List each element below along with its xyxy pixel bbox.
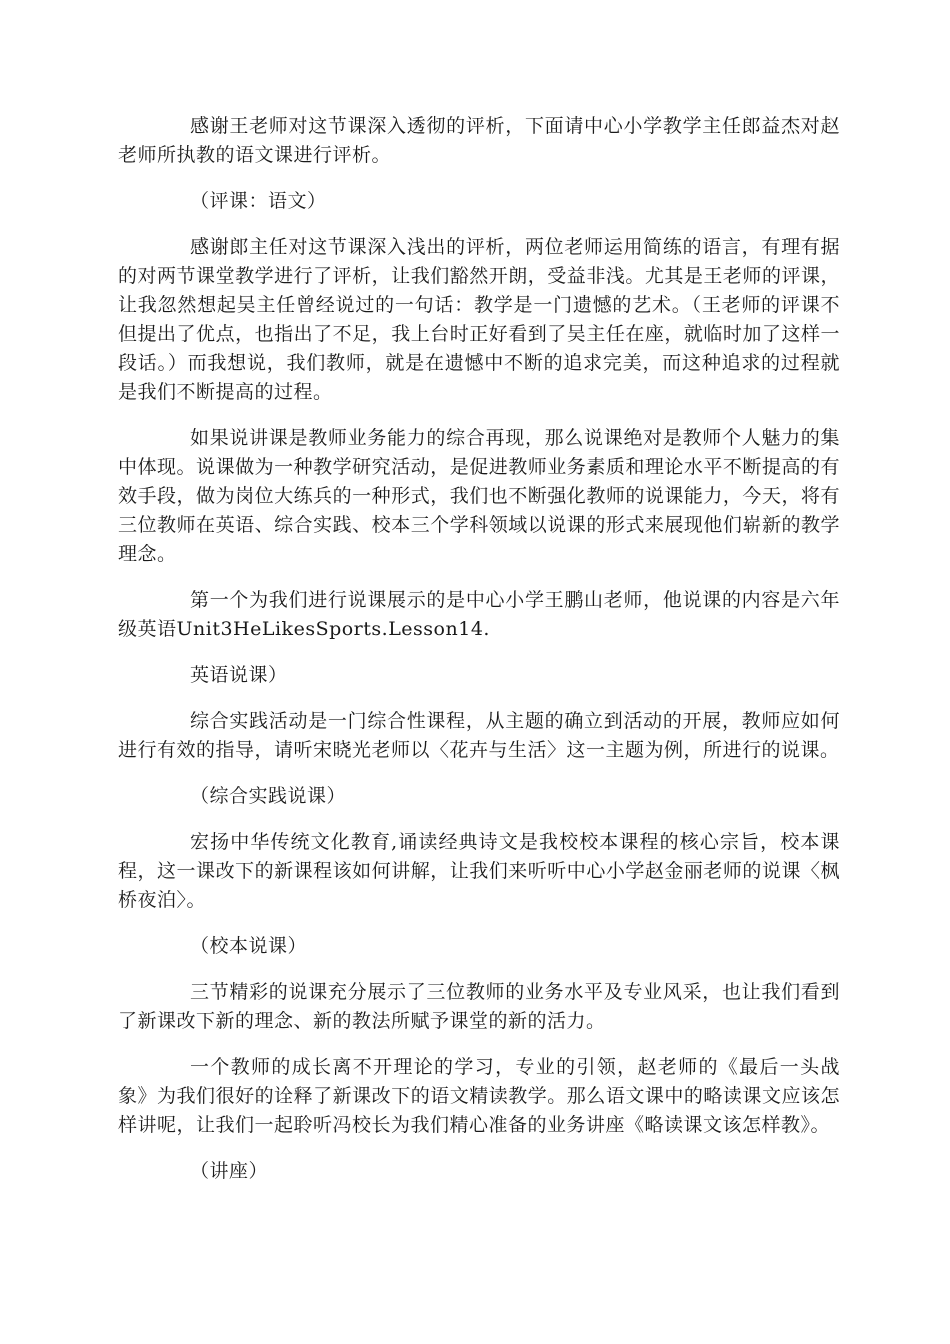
- paragraph-2-heading: （评课：语文）: [190, 190, 327, 212]
- paragraph-6-heading: 英语说课）: [190, 664, 288, 686]
- paragraph-1: 感谢王老师对这节课深入透彻的评析，下面请中心小学教学主任郎益杰对赵老师所执教的语文课进行评析。: [118, 115, 840, 166]
- paragraph-4: 如果说讲课是教师业务能力的综合再现，那么说课绝对是教师个人魅力的集中体现。说课做为一种教学研究活动，是促进教师业务素质和理论水平不断提高的有效手段，做为岗位大练兵的一种形式，我们也不断强化教师的说课能力，今天，将有三位教师在英语、综合实践、校本三个学科领域以说课的形式来展现他们崭新的教学理念。: [118, 427, 840, 565]
- paragraph-11: 三节精彩的说课充分展示了三位教师的业务水平及专业风采，也让我们看到了新课改下新的理念、新的教法所赋予课堂的新的活力。: [118, 981, 840, 1032]
- paragraph-3: 感谢郎主任对这节课深入浅出的评析，两位老师运用简练的语言，有理有据的对两节课堂教学进行了评析，让我们豁然开朗，受益非浅。尤其是王老师的评课，让我忽然想起吴主任曾经说过的一句话：教学是一门遗憾的艺术。（王老师的评课不但提出了优点，也指出了不足，我上台时正好看到了吴主任在座，就临时加了这样一段话。）而我想说，我们教师，就是在遗憾中不断的追求完美，而这种追求的过程就是我们不断提高的过程。: [118, 236, 840, 403]
- document-body: [118, 112, 840, 1203]
- paragraph-7: 综合实践活动是一门综合性课程，从主题的确立到活动的开展，教师应如何进行有效的指导，请听宋晓光老师以〈花卉与生活〉这一主题为例，所进行的说课。: [118, 710, 840, 761]
- paragraph-13-heading: （讲座）: [190, 1160, 269, 1182]
- paragraph-12: 一个教师的成长离不开理论的学习，专业的引领，赵老师的《最后一头战象》为我们很好的诠释了新课改下的语文精读教学。那么语文课中的略读课文应该怎样讲呢，让我们一起聆听冯校长为我们精心准备的业务讲座《略读课文该怎样教》。: [118, 1056, 840, 1136]
- paragraph-9: 宏扬中华传统文化教育,诵读经典诗文是我校校本课程的核心宗旨，校本课程，这一课改下的新课程该如何讲解，让我们来听听中心小学赵金丽老师的说课〈枫桥夜泊〉。: [118, 831, 840, 911]
- paragraph-5: 第一个为我们进行说课展示的是中心小学王鹏山老师，他说课的内容是六年级英语Unit3HeLikesSports.Lesson14.: [118, 589, 840, 640]
- paragraph-8-heading: （综合实践说课）: [190, 785, 347, 807]
- paragraph-10-heading: （校本说课）: [190, 935, 308, 957]
